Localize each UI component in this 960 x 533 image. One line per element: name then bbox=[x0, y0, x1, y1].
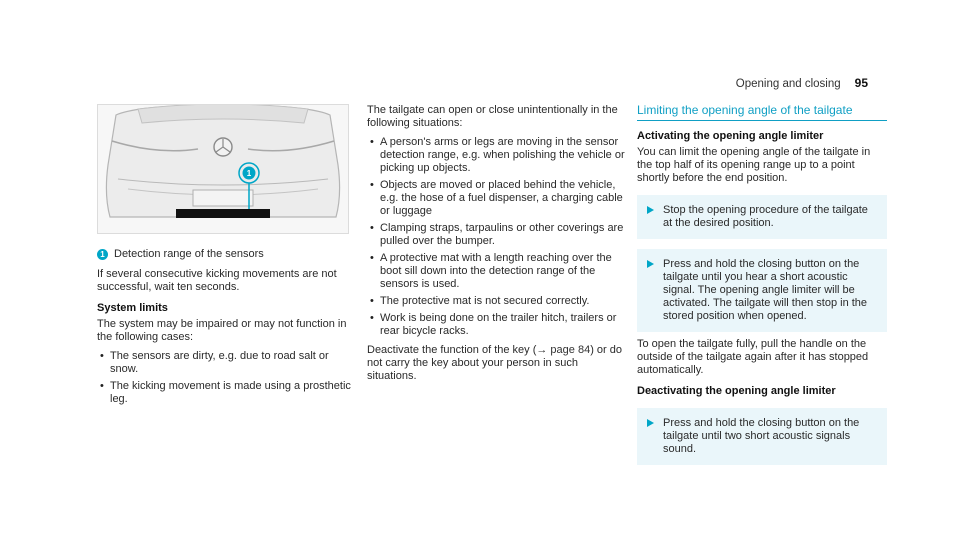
step-text: Stop the opening procedure of the tailgate at the desired position. bbox=[663, 204, 868, 229]
paragraph: The system may be impaired or may not function in the following cases: bbox=[97, 318, 347, 343]
paragraph: The tailgate can open or close unintentionally in the following situations: bbox=[367, 104, 618, 129]
column-1 bbox=[97, 248, 352, 412]
paragraph: You can limit the opening angle of the tailgate in the top half of its opening range up to a point shortly before the end position. bbox=[637, 146, 871, 184]
instruction-step bbox=[637, 249, 887, 332]
page-number: 95 bbox=[854, 76, 868, 90]
figure-callout: 1 bbox=[246, 169, 252, 178]
list-item: • Clamping straps, tarpaulins or other coverings are pulled over the bumper. bbox=[367, 222, 625, 248]
callout-number: 1 bbox=[97, 249, 108, 260]
step-arrow-icon bbox=[647, 206, 654, 214]
vehicle-rear-illustration bbox=[98, 105, 348, 233]
paragraph: If several consecutive kicking movements are not successful, wait ten seconds. bbox=[97, 268, 337, 293]
subheading-activating: Activating the opening angle limiter bbox=[637, 130, 824, 142]
step-arrow-icon bbox=[647, 260, 654, 268]
list-item: • The sensors are dirty, e.g. due to road salt or snow. bbox=[97, 350, 352, 376]
step-text: Press and hold the closing button on the tailgate until two short acoustic signals sound. bbox=[663, 417, 860, 455]
list-item: • The protective mat is not secured correctly. bbox=[367, 295, 625, 308]
section-title: Limiting the opening angle of the tailgate bbox=[637, 104, 887, 121]
list-item: • A person's arms or legs are moving in the sensor detection range, e.g. when polishing the vehicle or picking up objects. bbox=[367, 136, 625, 175]
step-arrow-icon bbox=[647, 419, 654, 427]
text: ) or do not carry the key about your person in such situations. bbox=[367, 344, 622, 382]
column-3 bbox=[637, 104, 887, 471]
section-name: Opening and closing bbox=[735, 78, 841, 90]
list-item: • A protective mat with a length reaching over the boot sill down into the detection range of the sensors is used. bbox=[367, 252, 625, 291]
paragraph: To open the tailgate fully, pull the handle on the outside of the tailgate again after it has stopped automatically. bbox=[637, 338, 869, 376]
list-item: • Work is being done on the trailer hitch, trailers or rear bicycle racks. bbox=[367, 312, 625, 338]
text: Deactivate the function of the key ( bbox=[367, 344, 537, 356]
caption-text: Detection range of the sensors bbox=[114, 248, 264, 260]
instruction-step bbox=[637, 408, 887, 465]
subheading-system-limits: System limits bbox=[97, 302, 168, 314]
vehicle-rear-figure bbox=[97, 104, 349, 234]
list-item: • Objects are moved or placed behind the vehicle, e.g. the hose of a fuel dispenser, a charging cable or luggage bbox=[367, 179, 625, 218]
running-head bbox=[736, 76, 868, 90]
paragraph bbox=[367, 344, 625, 383]
column-2 bbox=[367, 104, 625, 389]
step-text: Press and hold the closing button on the tailgate until you hear a short acoustic signal. The opening angle limiter will be activated. The tailgate will then stop in the stored position when opened. bbox=[663, 258, 868, 322]
bullet-list bbox=[97, 350, 352, 406]
subheading-deactivating: Deactivating the opening angle limiter bbox=[637, 385, 836, 397]
instruction-step bbox=[637, 195, 887, 239]
bullet-list bbox=[367, 136, 625, 338]
page-reference-link[interactable]: → page 84 bbox=[536, 344, 591, 356]
list-item: • The kicking movement is made using a prosthetic leg. bbox=[97, 380, 352, 406]
figure-caption bbox=[97, 248, 352, 261]
